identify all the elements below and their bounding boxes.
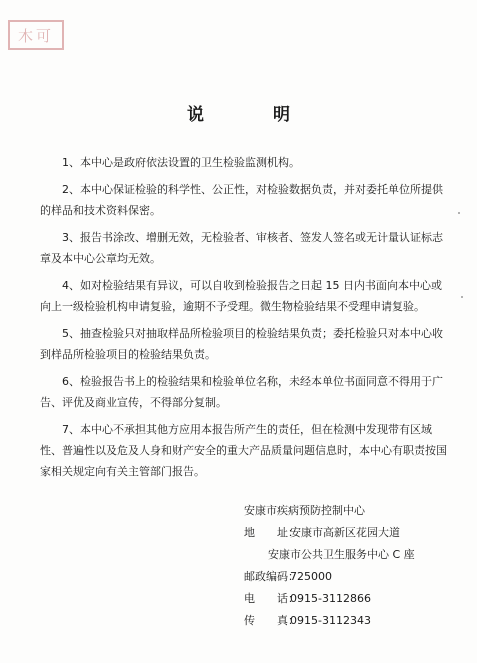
notes-body: [40, 152, 448, 488]
note-paragraph-1: 1、本中心是政府依法设置的卫生检验监测机构。: [62, 156, 300, 169]
red-seal-stamp: 木可: [8, 20, 64, 50]
org-name: 安康市疾病预防控制中心: [244, 504, 365, 517]
address-row: [244, 522, 474, 544]
note-paragraph-5: 5、抽查检验只对抽取样品所检验项目的检验结果负责；委托检验只对本中心收到样品所检验项目的检验结果负责。: [40, 327, 443, 361]
postcode-value: 725000: [290, 570, 332, 583]
address-label: 地 址：: [244, 526, 299, 539]
postcode-row: [244, 566, 474, 588]
note-paragraph-2: 2、本中心保证检验的科学性、公正性，对检验数据负责，并对委托单位所提供的样品和技术资料保密。: [40, 183, 443, 217]
note-paragraph-6: 6、检验报告书上的检验结果和检验单位名称，未经本单位书面同意不得用于广告、评优及商业宣传，不得部分复制。: [40, 375, 443, 409]
fax-value: 0915-3112343: [290, 614, 371, 627]
fax-row: [244, 610, 474, 632]
note-paragraph-7: 7、本中心不承担其他方应用本报告所产生的责任，但在检测中发现带有区域性、普遍性以及危及人身和财产安全的重大产品质量问题信息时，本中心有职责按国家相关规定向有关主管部门报告。: [40, 423, 447, 478]
postcode-label: 邮政编码：: [244, 570, 299, 583]
note-paragraph-3: 3、报告书涂改、增删无效，无检验者、审核者、签发人签名或无计量认证标志章及本中心公章均无效。: [40, 231, 443, 265]
phone-label: 电 话：: [244, 592, 299, 605]
contact-block: [244, 500, 474, 632]
address-line-2: 安康市公共卫生服务中心 C 座: [268, 548, 415, 561]
address-line-1: 安康市高新区花园大道: [290, 526, 400, 539]
scan-speck: [461, 296, 463, 298]
phone-row: [244, 588, 474, 610]
phone-value: 0915-3112866: [290, 592, 371, 605]
page-title: 说 明: [187, 105, 316, 125]
fax-label: 传 真：: [244, 614, 299, 627]
scan-speck: [458, 212, 460, 214]
note-paragraph-4: 4、如对检验结果有异议，可以自收到检验报告之日起 15 日内书面向本中心或向上一级检验机构申请复验，逾期不予受理。微生物检验结果不受理申请复验。: [40, 279, 442, 313]
